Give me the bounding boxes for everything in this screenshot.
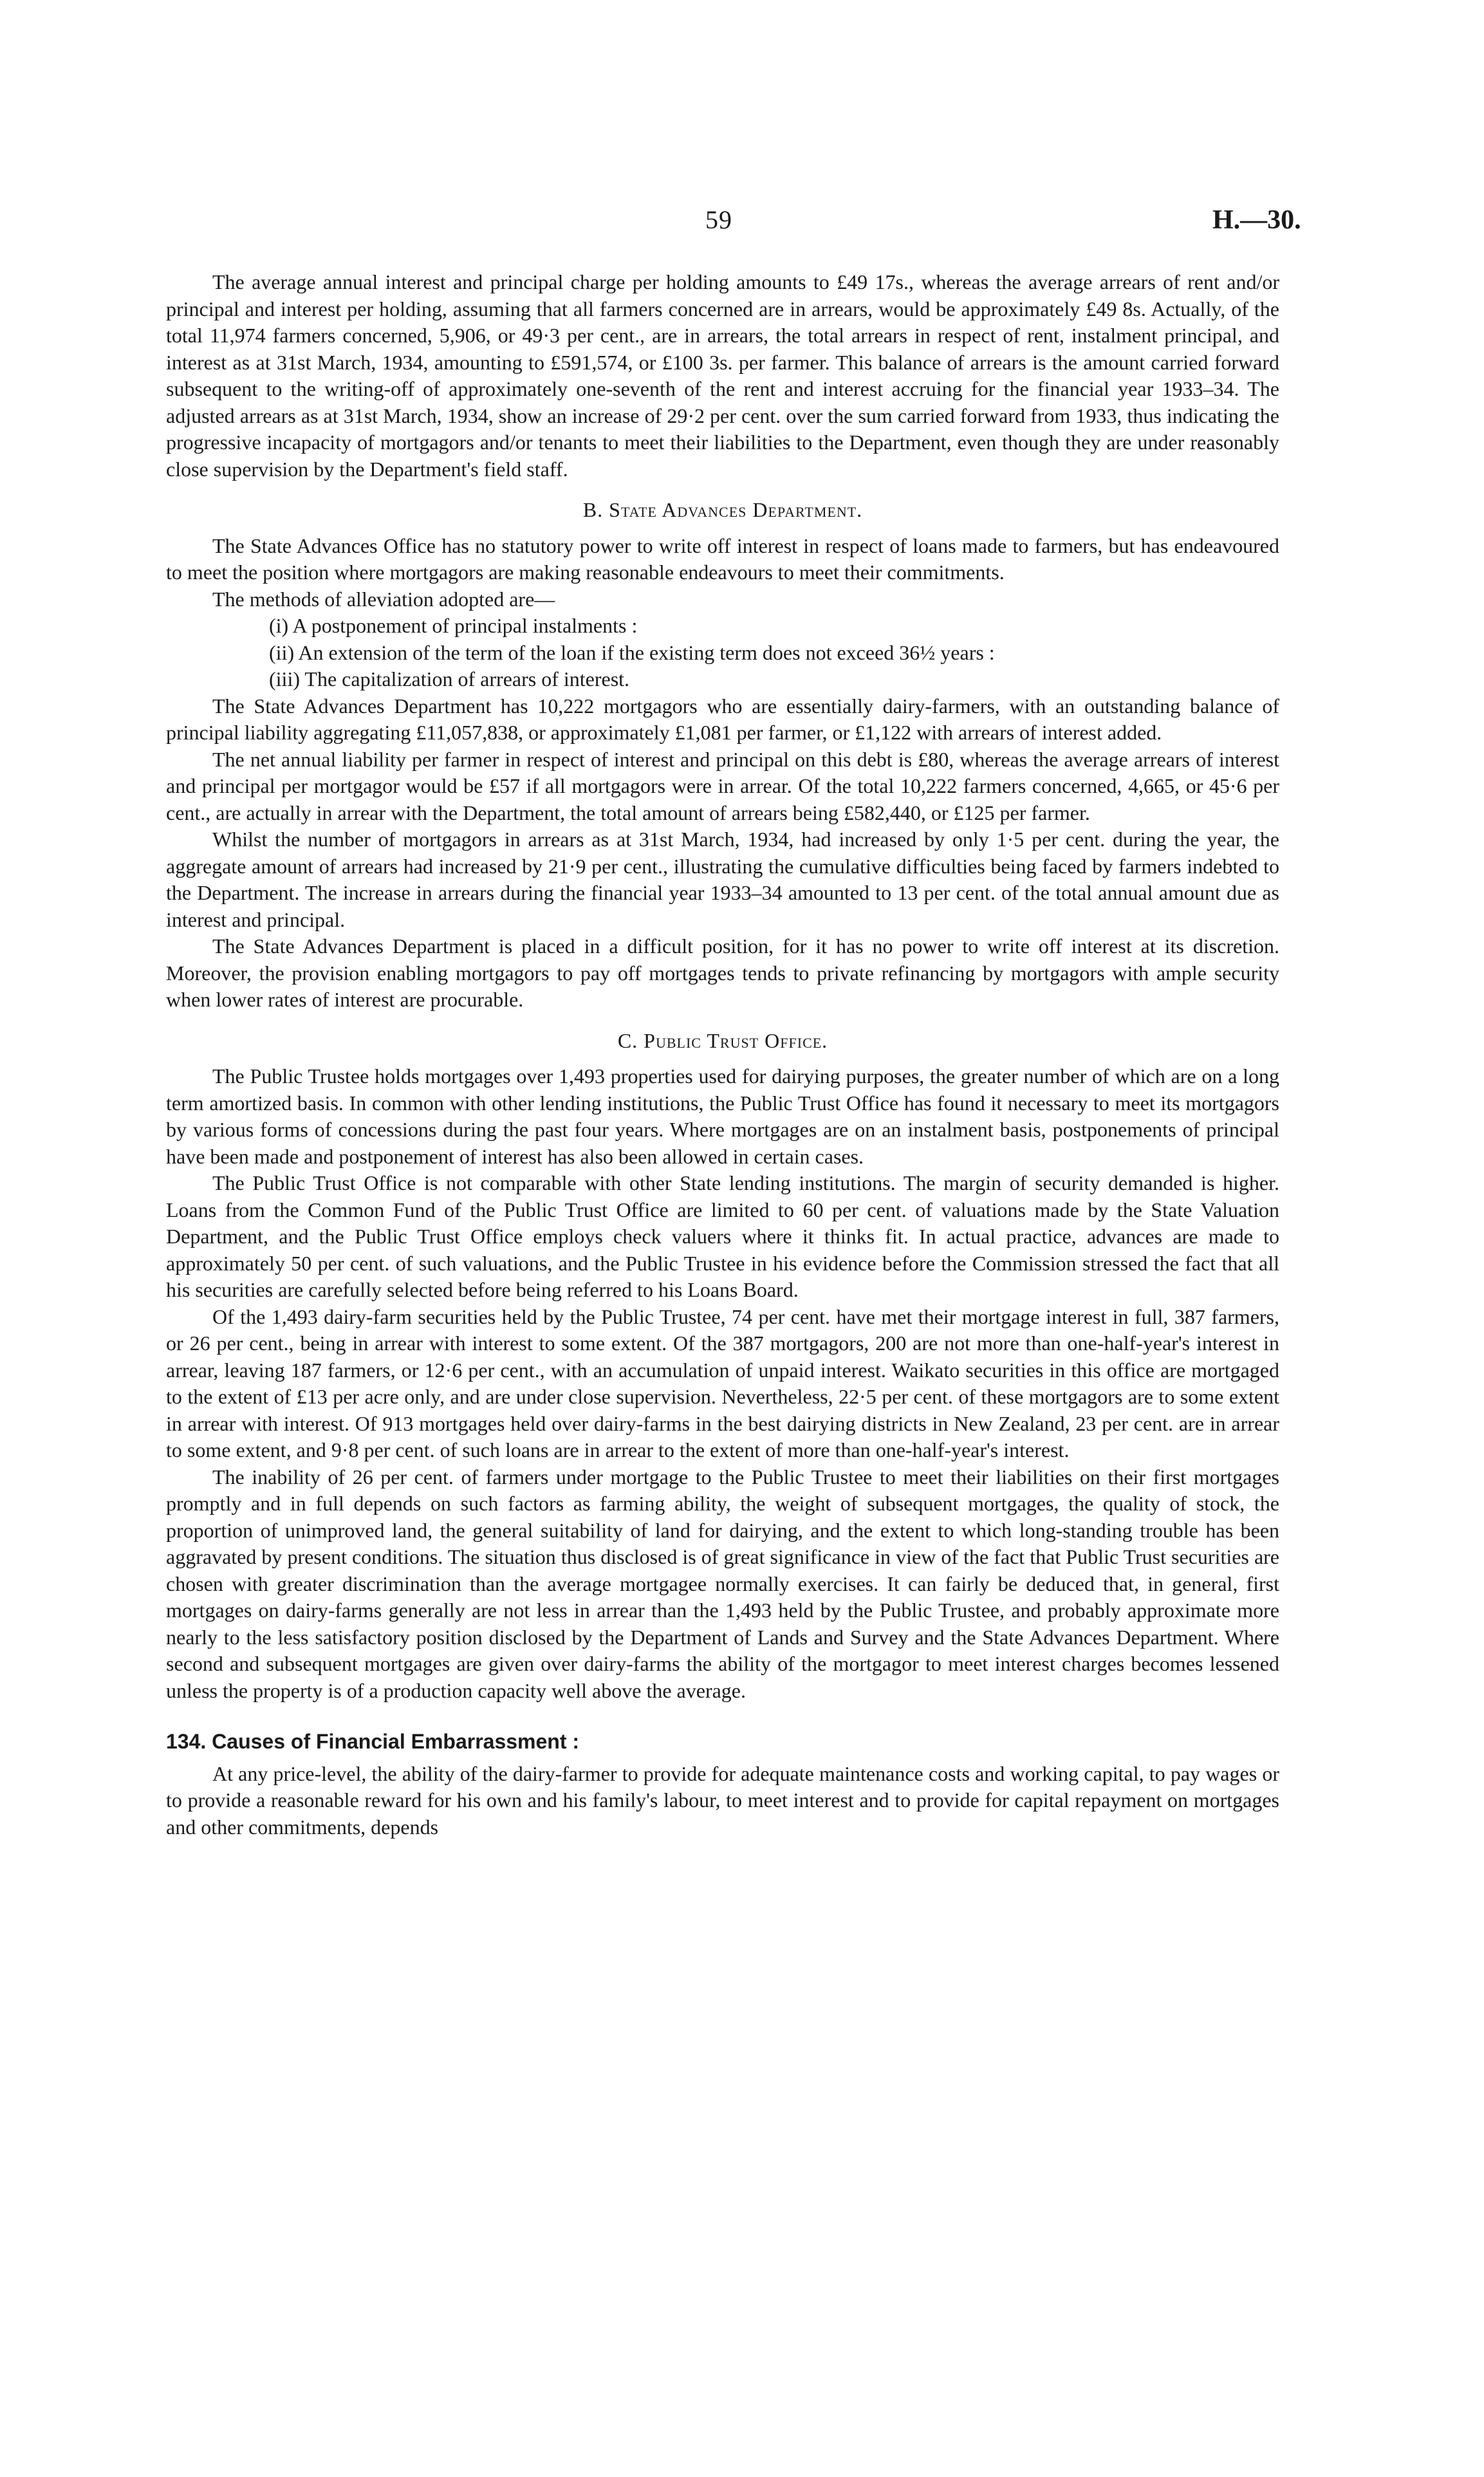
section-heading-financial-embarrassment: 134. Causes of Financial Embarrassment :	[166, 1730, 580, 1753]
list-item: (ii) An extension of the term of the loan if the existing term does not exceed 36½ years :	[269, 640, 995, 664]
paragraph: The State Advances Department is placed in a difficult position, for it has no power to write off interest at its discretion. Moreover, the provision enabling mortgagors to pay off mortgages tends to private refinancing by mortgagors with ample security when lower rates of interest are procurable.	[166, 934, 1279, 1011]
alleviation-methods-list	[166, 613, 1279, 693]
list-item: (i) A postponement of principal instalments :	[269, 614, 638, 637]
document-body	[166, 269, 1279, 1841]
section-heading-state-advances: B. State Advances Department.	[582, 498, 863, 521]
paragraph: At any price-level, the ability of the dairy-farmer to provide for adequate maintenance costs and working capital, to pay wages or to provide a reasonable reward for his own and his family's labour, to meet interest and to provide for capital repayment on mortgages and other commitments, depends	[166, 1761, 1279, 1839]
page-header	[0, 205, 1484, 243]
paragraph: The State Advances Office has no statutory power to write off interest in respect of loans made to farmers, but has endeavoured to meet the position where mortgagors are making reasonable endeavours to meet their commitments.	[166, 533, 1279, 584]
paragraph: Of the 1,493 dairy-farm securities held by the Public Trustee, 74 per cent. have met their mortgage interest in full, 387 farmers, or 26 per cent., being in arrear with interest to some extent. Of the 387 mortgagors, 200 are not more than one-half-year's interest in arrear, leaving 187 farmers, or 12·6 per cent., with an accumulation of unpaid interest. Waikato securities in this office are mortgaged to the extent of £13 per acre only, and are under close supervision. Nevertheless, 22·5 per cent. of these mortgagors are to some extent in arrear with interest. Of 913 mortgages held over dairy-farms in the best dairying districts in New Zealand, 23 per cent. are in arrear to some extent, and 9·8 per cent. of such loans are in arrear to the extent of more than one-half-year's interest.	[166, 1304, 1279, 1461]
intro-paragraph: The average annual interest and principal charge per holding amounts to £49 17s., whereas the average arrears of rent and/or principal and interest per holding, assuming that all farmers concerned are in arrears, would be approximately £49 8s. Actually, of the total 11,974 farmers concerned, 5,906, or 49·3 per cent., are in arrears, the total arrears in respect of rent, instalment principal, and interest as at 31st March, 1934, amounting to £591,574, or £100 3s. per farmer. This balance of arrears is the amount carried forward subsequent to the writing-off of approximately one-seventh of the rent and interest accruing for the financial year 1933–34. The adjusted arrears as at 31st March, 1934, show an increase of 29·2 per cent. over the sum carried forward from 1933, thus indicating the progressive incapacity of mortgagors and/or tenants to meet their liabilities to the Department, even though they are under reasonably close supervision by the Department's field staff.	[166, 270, 1279, 481]
paragraph: The methods of alleviation adopted are—	[212, 587, 555, 611]
paragraph: The inability of 26 per cent. of farmers under mortgage to the Public Trustee to meet their liabilities on their first mortgages promptly and in full depends on such factors as farming ability, the weight of subsequent mortgages, the quality of stock, the proportion of unimproved land, the general suitability of land for dairying, and the extent to which long-standing trouble has been aggravated by present conditions. The situation thus disclosed is of great significance in view of the fact that Public Trust securities are chosen with greater discrimination than the average mortgagee normally exercises. It can fairly be deduced that, in general, first mortgages on dairy-farms generally are not less in arrear than the 1,493 held by the Public Trustee, and probably approximate more nearly to the less satisfactory position disclosed by the Department of Lands and Survey and the State Advances Department. Where second and subsequent mortgages are given over dairy-farms the ability of the mortgagor to meet interest charges becomes lessened unless the property is of a production capacity well above the average.	[166, 1465, 1279, 1702]
list-item: (iii) The capitalization of arrears of interest.	[269, 667, 630, 691]
section-heading-public-trust: C. Public Trust Office.	[617, 1028, 828, 1052]
paragraph: The net annual liability per farmer in respect of interest and principal on this debt is £80, whereas the average arrears of interest and principal per mortgagor would be £57 if all mortgagors were in arrear. Of the total 10,222 farmers concerned, 4,665, or 45·6 per cent., are actually in arrear with the Department, the total amount of arrears being £582,440, or £125 per farmer.	[166, 747, 1279, 824]
paragraph: The State Advances Department has 10,222 mortgagors who are essentially dairy-farmers, with an outstanding balance of principal liability aggregating £11,057,838, or approximately £1,081 per farmer, or £1,122 with arrears of interest added.	[166, 694, 1279, 744]
document-reference: H.—30.	[1212, 205, 1301, 235]
paragraph: The Public Trust Office is not comparable with other State lending institutions. The margin of security demanded is higher. Loans from the Common Fund of the Public Trust Office are limited to 60 per cent. of valuations made by the State Valuation Department, and the Public Trust Office employs check valuers where it thinks fit. In actual practice, advances are made to approximately 50 per cent. of such valuations, and the Public Trustee in his evidence before the Commission stressed the fact that all his securities are carefully selected before being referred to his Loans Board.	[166, 1171, 1279, 1301]
paragraph: The Public Trustee holds mortgages over 1,493 properties used for dairying purposes, the greater number of which are on a long term amortized basis. In common with other lending institutions, the Public Trust Office has found it necessary to meet its mortgagors by various forms of concessions during the past four years. Where mortgages are on an instalment basis, postponements of principal have been made and postponement of interest has also been allowed in certain cases.	[166, 1064, 1279, 1168]
paragraph: Whilst the number of mortgagors in arrears as at 31st March, 1934, had increased by only 1·5 per cent. during the year, the aggregate amount of arrears had increased by 21·9 per cent., illustrating the cumulative difficulties being faced by farmers indebted to the Department. The increase in arrears during the financial year 1933–34 amounted to 13 per cent. of the total annual amount due as interest and principal.	[166, 828, 1279, 931]
page-number: 59	[705, 205, 732, 234]
